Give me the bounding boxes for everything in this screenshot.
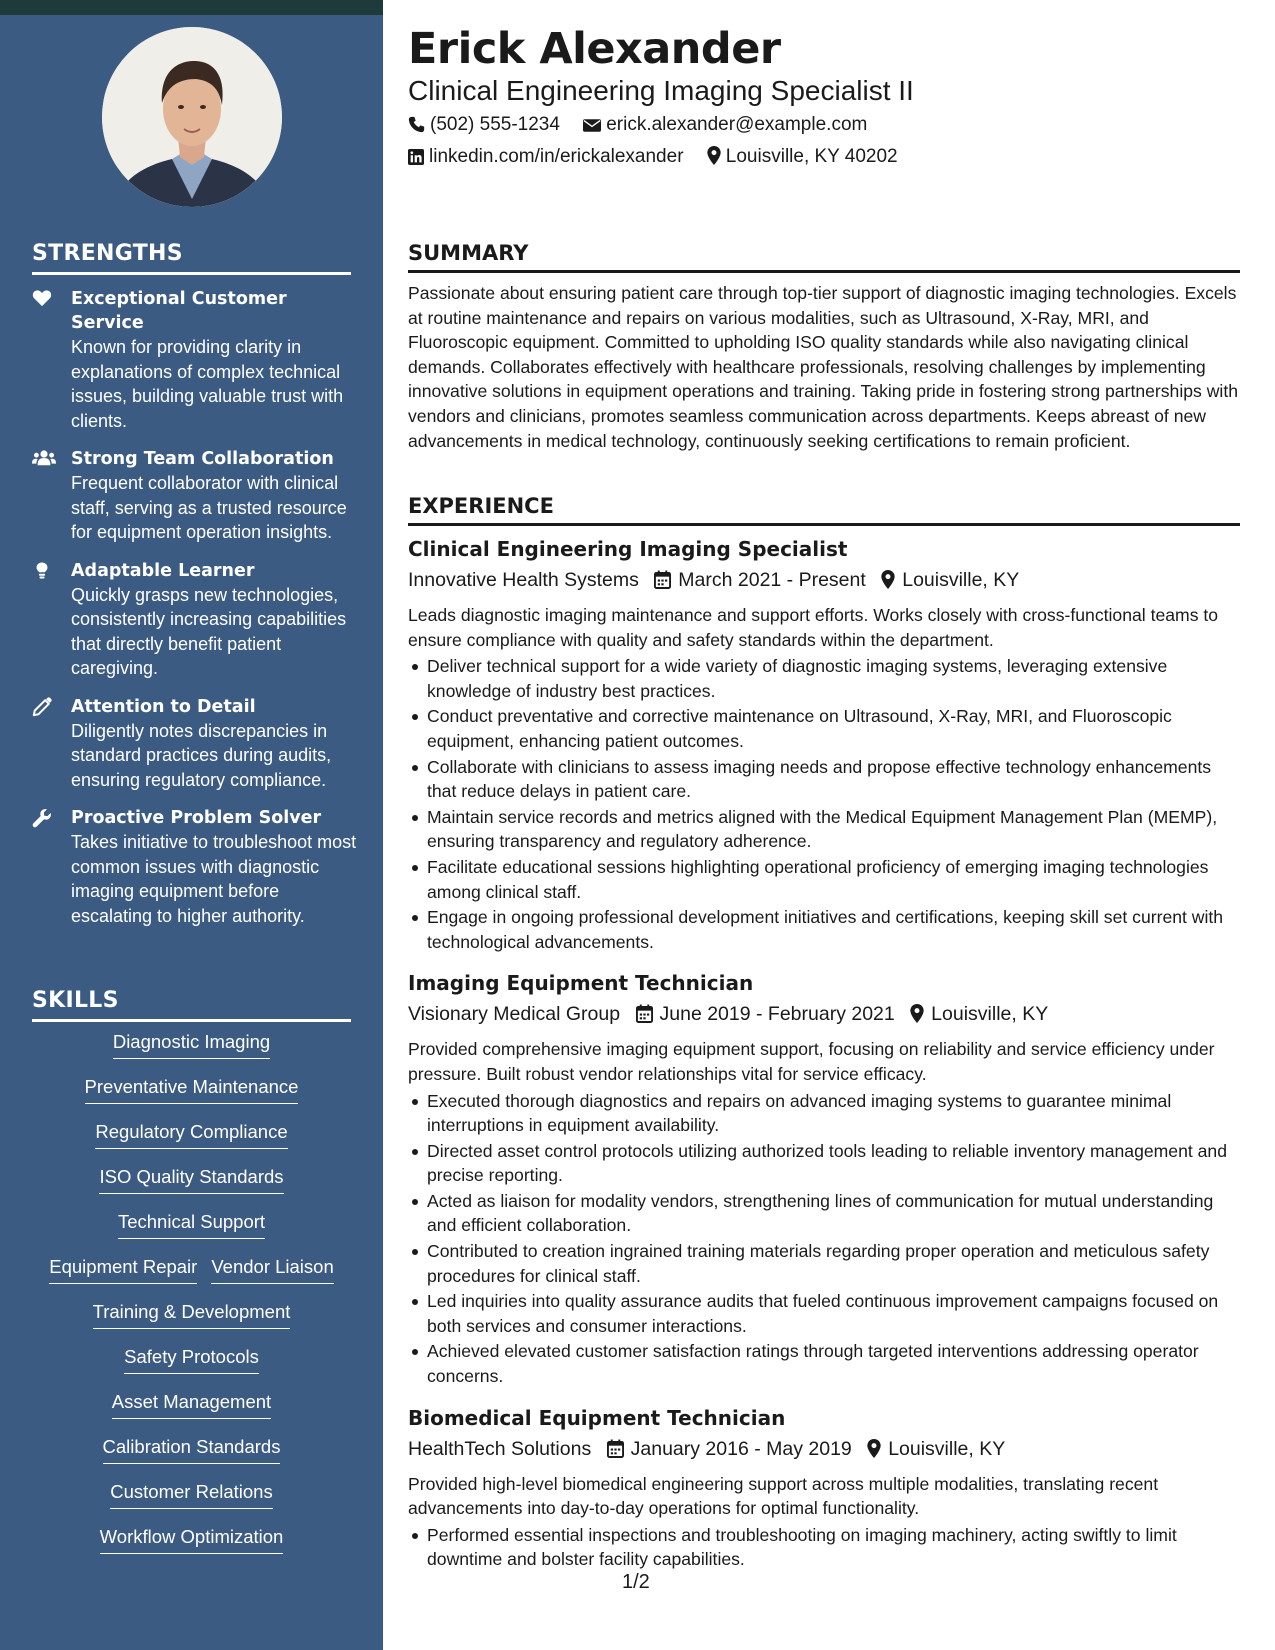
job-bullet: Acted as liaison for modality vendors, strengthening lines of communication for mutual understanding and efficient collaboration. [408, 1189, 1240, 1238]
heart-icon [32, 289, 56, 309]
job-description: Provided high-level biomedical engineering support across multiple modalities, translating recent advancements into day-to-day operations for optimal functionality. [408, 1473, 1159, 1519]
job-bullets [408, 1089, 1240, 1389]
linkedin-icon [408, 147, 424, 173]
job-title: Imaging Equipment Technician [408, 971, 754, 996]
wrench-icon [32, 808, 56, 828]
job-bullet: Deliver technical support for a wide variety of diagnostic imaging systems, leveraging extensive knowledge of industry best practices. [408, 654, 1240, 703]
skill-tag: Regulatory Compliance [95, 1120, 287, 1149]
job-bullet: Collaborate with clinicians to assess imaging needs and propose effective technology enhancements that reduce delays in patient care. [408, 755, 1240, 804]
job-description: Leads diagnostic imaging maintenance and support efforts. Works closely with cross-functional teams to ensure compliance with quality and safety standards within the department. [408, 605, 1219, 650]
job-location: Louisville, KY [888, 1437, 1006, 1460]
lightbulb-icon [32, 561, 56, 581]
strength-description: Diligently notes discrepancies in standard practices during audits, ensuring regulatory compliance. [71, 720, 332, 790]
summary-text: Passionate about ensuring patient care through top-tier support of diagnostic imaging technologies. Excels at routine maintenance and repairs on various modalities, such as Ultrasound, X-Ray, MRI, and Fluoroscopic equipment. Committed to upholding ISO quality standards while also navigating clinical demands. Collaborates effectively with healthcare professionals, resolving challenges by implementing innovative solutions in equipment operations and training. Taking pride in fostering strong partnerships with vendors and clinicians, promotes seamless communication across departments. Keeps abreast of new advancements in medical technology, continuously seeking certifications to remain proficient. [408, 283, 1239, 451]
phone-text: (502) 555-1234 [430, 114, 560, 135]
skill-tag: Technical Support [118, 1210, 265, 1239]
skill-tag: ISO Quality Standards [99, 1165, 283, 1194]
job-location: Louisville, KY [931, 1003, 1049, 1026]
users-icon [32, 449, 56, 469]
linkedin-contact[interactable] [408, 146, 689, 167]
job-dates: March 2021 - Present [678, 569, 866, 591]
job-meta [408, 1433, 1240, 1468]
sidebar [0, 0, 383, 1650]
job-company: Innovative Health Systems [408, 569, 639, 591]
summary-heading: SUMMARY [408, 241, 1240, 273]
strength-description: Quickly grasps new technologies, consistently increasing capabilities that directly benefit patient caregiving. [71, 584, 347, 678]
linkedin-text[interactable]: linkedin.com/in/erickalexander [429, 146, 684, 167]
sidebar-top-bar [0, 0, 383, 15]
location-contact [707, 146, 898, 167]
pencil-icon [32, 697, 56, 717]
job-bullets [408, 1523, 1240, 1572]
skills-heading: SKILLS [32, 988, 351, 1022]
job-bullet: Engage in ongoing professional development initiatives and certifications, keeping skill set current with technological advancements. [408, 905, 1240, 954]
strength-title: Exceptional Customer Service [71, 289, 287, 333]
strength-description: Known for providing clarity in explanations of complex technical issues, building valuable trust with clients. [71, 337, 344, 431]
strength-item [32, 559, 357, 681]
email-text[interactable]: erick.alexander@example.com [606, 114, 868, 135]
strength-description: Frequent collaborator with clinical staff, serving as a trusted resource for equipment operation insights. [71, 473, 347, 542]
job-bullet: Maintain service records and metrics aligned with the Medical Equipment Management Plan (MEMP), ensuring transparency and regulatory adherence. [408, 805, 1240, 854]
strengths-list [32, 287, 357, 942]
skill-tag: Workflow Optimization [100, 1525, 284, 1554]
candidate-title: Clinical Engineering Imaging Specialist II [408, 75, 914, 106]
contact-row-2 [408, 144, 916, 173]
phone-contact [408, 114, 565, 135]
job-bullet: Achieved elevated customer satisfaction ratings through targeted interventions addressing operator concerns. [408, 1339, 1240, 1388]
skill-tag: Safety Protocols [124, 1345, 259, 1374]
strength-title: Attention to Detail [71, 696, 256, 717]
map-marker-icon [881, 567, 895, 599]
job-meta [408, 998, 1240, 1033]
map-marker-icon [867, 1436, 881, 1468]
page-number: 1/2 [622, 1571, 650, 1593]
email-contact[interactable] [583, 114, 867, 135]
job-bullet: Facilitate educational sessions highlighting operational proficiency of emerging imaging technologies among clinical staff. [408, 855, 1240, 904]
job-bullet: Directed asset control protocols utilizing authorized tools leading to reliable inventory management and precise reporting. [408, 1139, 1240, 1188]
job-bullets [408, 654, 1240, 954]
skill-tag: Customer Relations [110, 1480, 272, 1509]
skill-tag: Diagnostic Imaging [113, 1030, 270, 1059]
profile-photo [102, 27, 282, 207]
strength-item [32, 695, 357, 793]
strength-title: Adaptable Learner [71, 560, 255, 581]
job-title: Biomedical Equipment Technician [408, 1405, 786, 1430]
location-text: Louisville, KY 40202 [725, 146, 898, 167]
job-location: Louisville, KY [902, 569, 1020, 591]
calendar-icon [654, 567, 671, 599]
map-marker-icon [910, 1001, 924, 1033]
contact-row-1 [408, 112, 885, 141]
strength-item [32, 287, 357, 433]
job-description: Provided comprehensive imaging equipment support, focusing on reliability and service efficiency under pressure. Built robust vendor relationships vital for service efficacy. [408, 1039, 1215, 1084]
calendar-icon [636, 1001, 653, 1033]
calendar-icon [607, 1436, 624, 1468]
phone-icon [408, 115, 425, 141]
job-entry [408, 968, 1240, 1388]
strength-title: Strong Team Collaboration [71, 449, 334, 469]
experience-list [408, 534, 1240, 1586]
job-company: HealthTech Solutions [408, 1437, 592, 1460]
strength-title: Proactive Problem Solver [71, 808, 322, 828]
skill-tag: Preventative Maintenance [85, 1075, 299, 1104]
envelope-icon [583, 115, 601, 141]
skills-list [32, 1030, 351, 1570]
skill-tag: Asset Management [112, 1390, 271, 1419]
job-bullet: Executed thorough diagnostics and repairs on advanced imaging systems to guarantee minimal interruptions in equipment availability. [408, 1089, 1240, 1138]
strengths-heading: STRENGTHS [32, 241, 351, 275]
job-bullet: Conduct preventative and corrective maintenance on Ultrasound, X-Ray, MRI, and Fluoroscopic equipment, enhancing patient outcomes. [408, 704, 1240, 753]
job-meta [408, 564, 1240, 599]
job-entry [408, 1403, 1240, 1572]
strength-item [32, 806, 357, 928]
job-bullet: Led inquiries into quality assurance audits that fueled continuous improvement campaigns focused on both services and consumer interactions. [408, 1289, 1240, 1338]
skill-tag: Vendor Liaison [211, 1255, 333, 1284]
strength-description: Takes initiative to troubleshoot most common issues with diagnostic imaging equipment before escalating to higher authority. [71, 832, 357, 926]
job-bullet: Performed essential inspections and troubleshooting on imaging machinery, acting swiftly to limit downtime and bolster facility capabilities. [408, 1523, 1240, 1572]
job-bullet: Contributed to creation ingrained training materials regarding proper operation and meticulous safety procedures for clinical staff. [408, 1239, 1240, 1288]
job-title: Clinical Engineering Imaging Specialist [408, 537, 848, 561]
strength-item [32, 447, 357, 545]
job-dates: January 2016 - May 2019 [630, 1437, 852, 1460]
job-dates: June 2019 - February 2021 [659, 1003, 895, 1026]
job-entry [408, 534, 1240, 954]
job-company: Visionary Medical Group [408, 1003, 621, 1026]
skill-tag: Calibration Standards [103, 1435, 281, 1464]
experience-heading: EXPERIENCE [408, 494, 1240, 526]
candidate-name: Erick Alexander [408, 24, 781, 74]
skill-tag: Equipment Repair [49, 1255, 197, 1284]
skill-tag: Training & Development [93, 1300, 291, 1329]
map-marker-icon [707, 146, 721, 173]
